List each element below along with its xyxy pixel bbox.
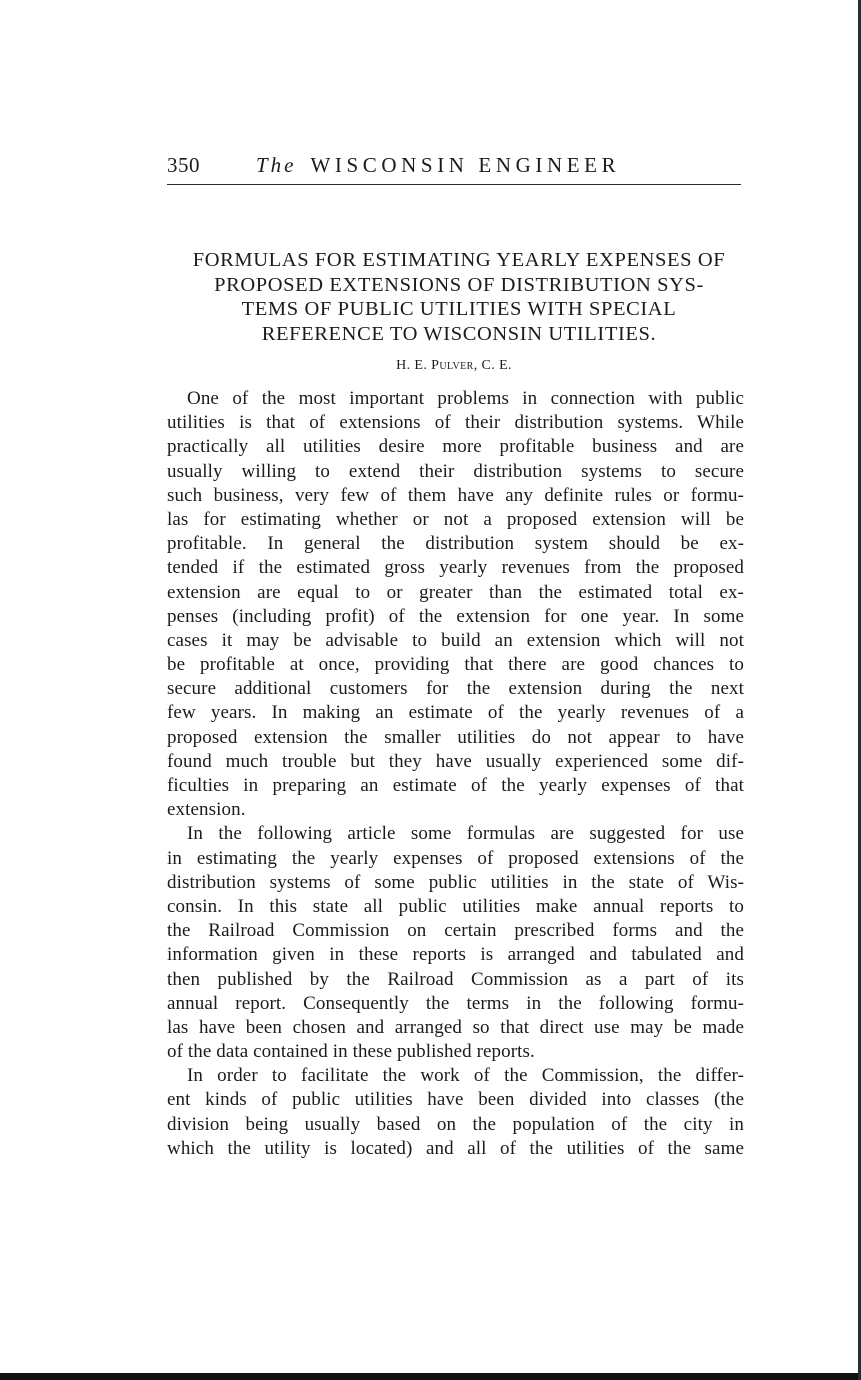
journal-title (256, 150, 620, 180)
journal-title-name: WISCONSIN ENGINEER (310, 153, 621, 177)
paragraph-line: consin. In this state all public utilities make annual reports to (167, 895, 744, 917)
paragraph-line: tended if the estimated gross yearly revenues from the proposed (167, 557, 744, 579)
paragraph-line: las for estimating whether or not a proposed extension will be (167, 508, 744, 530)
article-title-line: TEMS OF PUBLIC UTILITIES WITH SPECIAL (241, 298, 677, 320)
paragraph-line: secure additional customers for the extension during the next (167, 678, 744, 700)
article-title (166, 248, 752, 346)
paragraph-line: proposed extension the smaller utilities do not appear to have (167, 726, 744, 748)
paragraph (167, 387, 744, 822)
paragraph-line: ficulties in preparing an estimate of the yearly expenses of that (167, 775, 744, 796)
paragraph (167, 822, 744, 1064)
running-head (167, 150, 741, 180)
author-byline (166, 357, 742, 375)
paragraph-line: in estimating the yearly expenses of proposed extensions of the (167, 847, 744, 869)
paragraph-line: of the data contained in these published reports. (167, 1041, 535, 1063)
paragraph-line: then published by the Railroad Commission as a part of its (167, 968, 744, 990)
paragraph-line: usually willing to extend their distribution systems to secure (167, 460, 744, 482)
article-title-line: PROPOSED EXTENSIONS OF DISTRIBUTION SYS- (214, 273, 704, 296)
paragraph-line: penses (including profit) of the extension for one year. In some (167, 605, 744, 627)
journal-title-the: The (256, 153, 297, 177)
paragraph-line: the Railroad Commission on certain prescribed forms and the (167, 920, 744, 942)
paragraph-line: las have been chosen and arranged so that direct use may be made (167, 1016, 744, 1038)
paragraph (167, 1064, 744, 1161)
author-initials: H. E. (396, 358, 428, 373)
paragraph-line: such business, very few of them have any definite rules or formu- (167, 484, 744, 506)
paragraph-line: profitable. In general the distribution system should be ex- (167, 533, 744, 555)
paragraph-line: ent kinds of public utilities have been divided into classes (the (167, 1089, 744, 1111)
scan-bottom-edge (0, 1373, 861, 1380)
paragraph-line: extension are equal to or greater than the estimated total ex- (167, 581, 744, 603)
paragraph-line: division being usually based on the population of the city in (167, 1113, 744, 1135)
author-degree: C. E. (481, 358, 512, 373)
paragraph-line: practically all utilities desire more profitable business and are (167, 436, 744, 458)
paragraph-line: One of the most important problems in connection with public (187, 388, 744, 409)
paragraph-line: In order to facilitate the work of the Commission, the differ- (187, 1065, 744, 1087)
paragraph-line: found much trouble but they have usually experienced some dif- (167, 750, 744, 772)
paragraph-line: be profitable at once, providing that there are good chances to (167, 654, 744, 676)
author-surname: Pulver, (431, 358, 478, 373)
article-title-line: REFERENCE TO WISCONSIN UTILITIES. (261, 322, 657, 345)
paragraph-line: utilities is that of extensions of their distribution systems. While (167, 412, 744, 434)
paragraph-line: which the utility is located) and all of the utilities of the same (167, 1137, 744, 1159)
header-rule (167, 184, 741, 185)
paragraph-line: In the following article some formulas are suggested for use (187, 823, 744, 845)
paragraph-line: cases it may be advisable to build an extension which will not (167, 629, 744, 651)
page-number: 350 (167, 153, 200, 177)
paragraph-line: distribution systems of some public utilities in the state of Wis- (167, 871, 744, 893)
paragraph-line: annual report. Consequently the terms in the following formu- (167, 992, 744, 1014)
article-title-line: FORMULAS FOR ESTIMATING YEARLY EXPENSES OF (192, 249, 726, 271)
paragraph-line: extension. (167, 799, 246, 821)
article-body (167, 387, 744, 1161)
paragraph-line: information given in these reports is arranged and tabulated and (167, 944, 744, 966)
paragraph-line: few years. In making an estimate of the yearly revenues of a (167, 702, 744, 724)
